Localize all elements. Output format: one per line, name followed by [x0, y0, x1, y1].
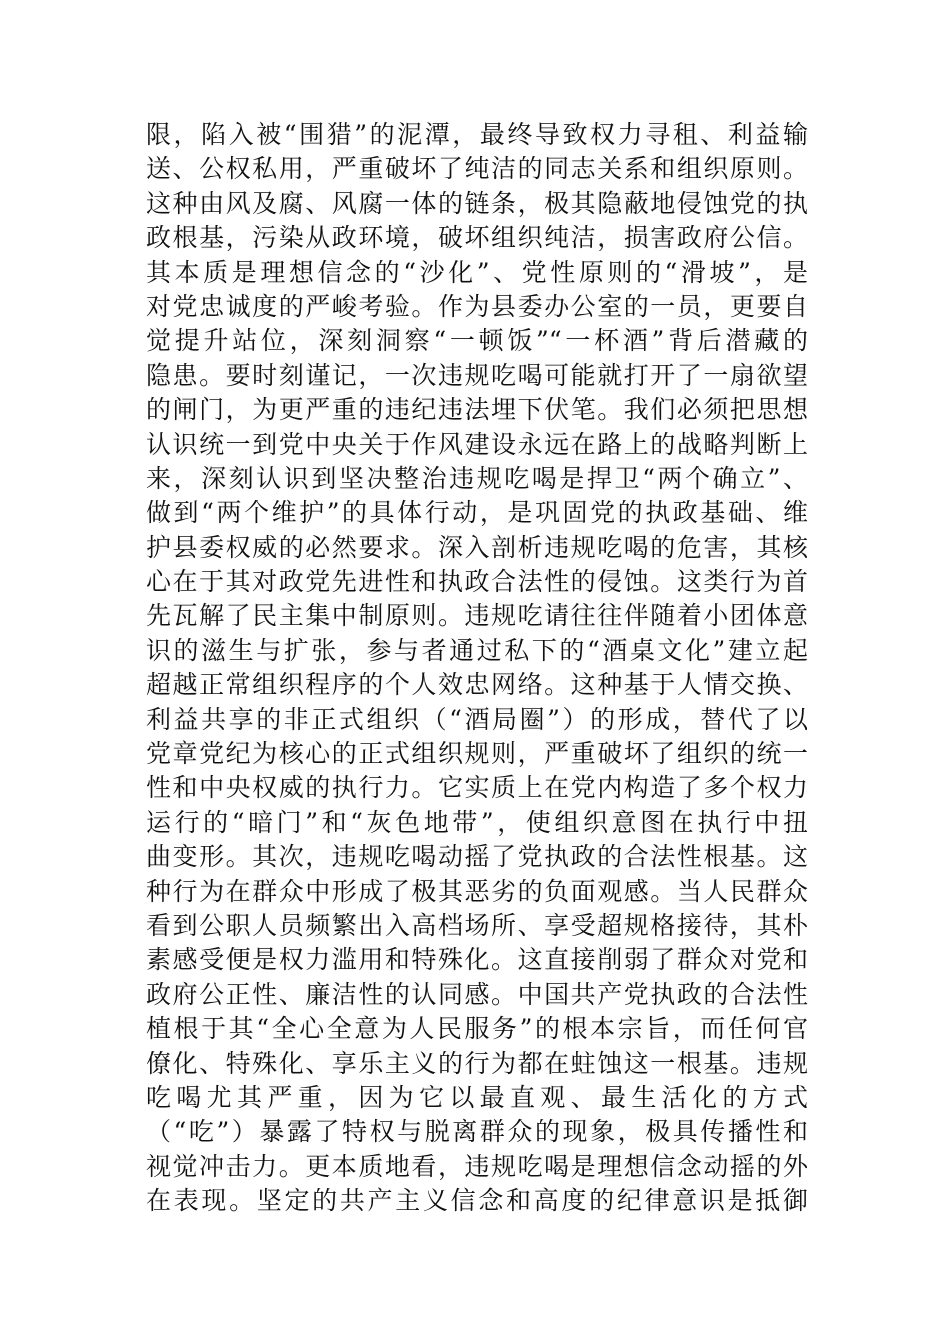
text-line: 种行为在群众中形成了极其恶劣的负面观感。当人民群众 — [146, 876, 808, 906]
text-line: 先瓦解了民主集中制原则。违规吃请往往伴随着小团体意 — [146, 601, 808, 631]
text-line: 认识统一到党中央关于作风建设永远在路上的战略判断上 — [146, 429, 808, 459]
text-line: 僚化、特殊化、享乐主义的行为都在蛀蚀这一根基。违规 — [146, 1048, 808, 1078]
text-line: 政府公正性、廉洁性的认同感。中国共产党执政的合法性 — [146, 979, 808, 1009]
body-paragraph — [146, 118, 808, 1219]
text-line: 限，陷入被“围猎”的泥潭，最终导致权力寻租、利益输 — [146, 120, 808, 149]
text-line: 素感受便是权力滥用和特殊化。这直接削弱了群众对党和 — [146, 945, 808, 975]
text-line: 的闸门，为更严重的违纪违法埋下伏笔。我们必须把思想 — [146, 395, 808, 425]
text-line: 识的滋生与扩张，参与者通过私下的“酒桌文化”建立起 — [146, 635, 808, 665]
text-line: 心在于其对政党先进性和执政合法性的侵蚀。这类行为首 — [146, 567, 808, 597]
text-line: 其本质是理想信念的“沙化”、党性原则的“滑坡”，是 — [146, 257, 808, 287]
text-line: 曲变形。其次，违规吃喝动摇了党执政的合法性根基。这 — [146, 842, 808, 872]
text-line: 觉提升站位，深刻洞察“一顿饭”“一杯酒”背后潜藏的 — [146, 326, 808, 356]
text-line: 超越正常组织程序的个人效忠网络。这种基于人情交换、 — [146, 670, 808, 700]
text-line: 党章党纪为核心的正式组织规则，严重破坏了组织的统一 — [146, 739, 808, 769]
text-line: 在表现。坚定的共产主义信念和高度的纪律意识是抵御 — [146, 1186, 808, 1216]
text-line: （“吃”）暴露了特权与脱离群众的现象，极具传播性和 — [146, 1117, 808, 1147]
text-line: 来，深刻认识到坚决整治违规吃喝是捍卫“两个确立”、 — [146, 463, 808, 493]
text-line: 看到公职人员频繁出入高档场所、享受超规格接待，其朴 — [146, 910, 808, 940]
text-line: 利益共享的非正式组织（“酒局圈”）的形成，替代了以 — [146, 704, 808, 734]
text-line: 植根于其“全心全意为人民服务”的根本宗旨，而任何官 — [146, 1014, 808, 1044]
text-line: 对党忠诚度的严峻考验。作为县委办公室的一员，更要自 — [146, 291, 808, 321]
text-line: 护县委权威的必然要求。深入剖析违规吃喝的危害，其核 — [146, 532, 808, 562]
text-line: 吃喝尤其严重，因为它以最直观、最生活化的方式 — [146, 1082, 808, 1112]
text-line: 性和中央权威的执行力。它实质上在党内构造了多个权力 — [146, 773, 808, 803]
text-line: 政根基，污染从政环境，破坏组织纯洁，损害政府公信。 — [146, 223, 808, 253]
text-line: 这种由风及腐、风腐一体的链条，极其隐蔽地侵蚀党的执 — [146, 188, 808, 218]
text-line: 视觉冲击力。更本质地看，违规吃喝是理想信念动摇的外 — [146, 1151, 808, 1181]
text-line: 做到“两个维护”的具体行动，是巩固党的执政基础、维 — [146, 498, 808, 528]
text-line: 隐患。要时刻谨记，一次违规吃喝可能就打开了一扇欲望 — [146, 360, 808, 390]
text-line: 送、公权私用，严重破坏了纯洁的同志关系和组织原则。 — [146, 154, 808, 184]
text-line: 运行的“暗门”和“灰色地带”，使组织意图在执行中扭 — [146, 807, 808, 837]
